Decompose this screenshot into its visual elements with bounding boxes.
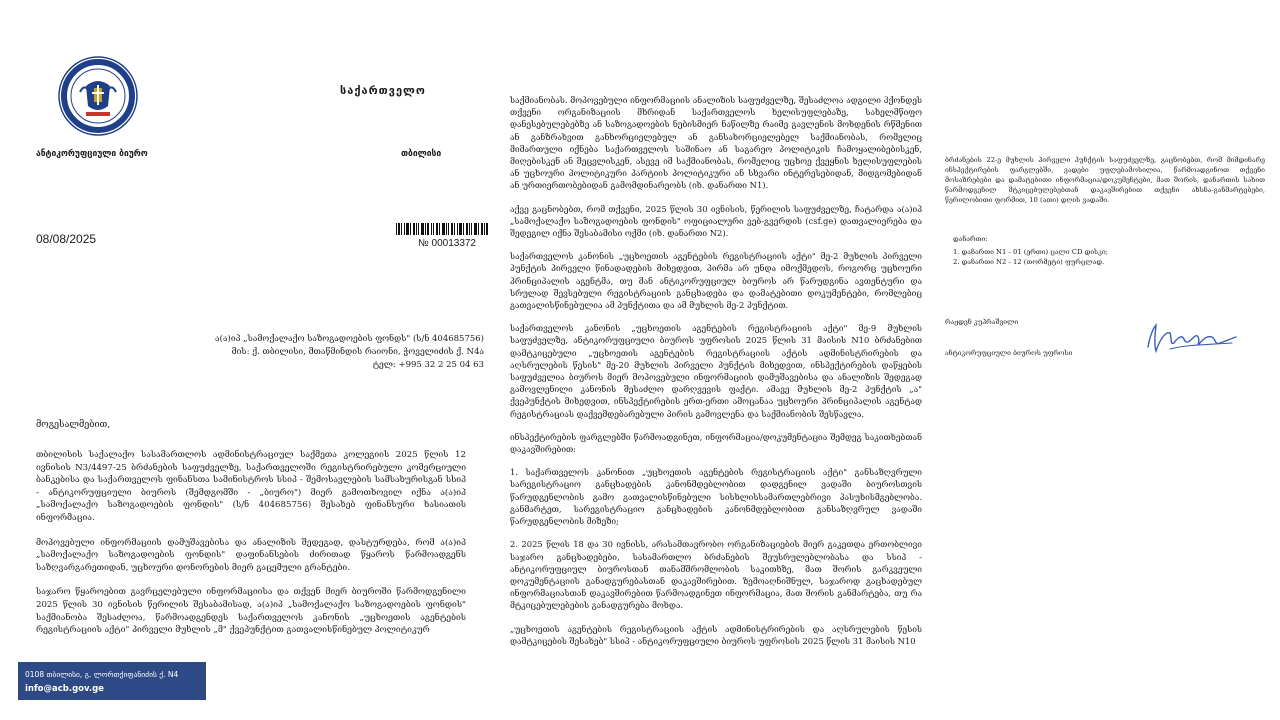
addressee-name: ა(ა)იპ „სამოქალაქო საზოგადოების ფონდს" (ს/ნ 404685756) — [215, 334, 484, 344]
list-item: 2. დანართი N2 - 12 (თორმეტი) ფურცლად. — [953, 258, 1105, 266]
paragraph: 2. 2025 წლის 18 და 30 ივნისს, არასამთავრობო ორგანიზაციების მიერ გაკეთდა ერთობლივი საჯარო განცხადებები, სასამართლო ბრძანების შეუსრულებლობასა და სსიპ - ანტიკორუფციულ ბიუროსთან თანამშრომლობის საკითხზე, მათ შორის გარკვეული დოკუმენტაციის განადგურებასთან დაკავშირებით. ზემოაღნიშნულ, საჯაროდ გაცხადებულ ინფორმაციასთან დაკავშირებით წარმოადგინეთ ინფორმაცია, მათ შორის განმარტება, თუ რა მტკიცებულებების განადგურება მოხდა. — [510, 539, 922, 611]
barcode-image — [396, 223, 488, 235]
letter-body-page-2 — [510, 94, 922, 658]
country-heading: საქართველო — [340, 84, 426, 97]
list-item: 1. დანართი N1 - 01 (ერთი) ცალი CD დისკი; — [953, 248, 1108, 256]
letter-body-page-1 — [36, 449, 466, 649]
paragraph: მოპოვებული ინფორმაციის დამუშავებისა და ანალიზის შედეგად, დასტურდება, რომ ა(ა)იპ „სამოქალაქო საზოგადოების ფონდის" დაფინანსების ძირითად წყაროს წარმოადგენს საზღვარგარეთიდან, უცხოური დონორების მიერ გაცემული გრანტები. — [36, 537, 466, 573]
paragraph: საქართველოს კანონის „უცხოეთის აგენტების რეგისტრაციის აქტი" მე-2 მუხლის პირველი პუნქტის პირველი წინადადების მიხედვით, პირმა არ უნდა იმოქმედოს, როგორც უცხოური პრინციპალის აგენტმა, თუ მან ანტიკორუფციულ ბიუროს არ წარუდგინა ავთენტური და სრულად შევსებული რეგისტრაციის განცხადება და დამატებითი დოკუმენტები, რომლებიც გათვალისწინებულია ამ პუნქტითა და ამ მუხლის მე-2 პუნქტით. — [510, 251, 922, 311]
footer-contact-bar — [18, 662, 206, 700]
greeting: მოგესალმებით, — [36, 420, 111, 430]
letter-body-page-3: ბრძანების 22-ე მუხლის პირველი პუნქტის საფუძველზე, გაცნობებთ, რომ მიმდინარე ინსპექტირების ფარგლებში, ვადები უფლებამოსილია, წარმოადგინოთ თქვენი მოსაზრებები და დამატებითი ინფორმაცია/დოკუმენტები, მათ შორის, დანართის სახით წარმოდგენილ მტკიცებულებებთან დაკავშირებით თქვენი ახსნა-განმარტებები, წერილობითი ფორმით, 10 (ათი) დღის ვადაში. — [945, 156, 1265, 204]
bureau-seal-logo — [58, 56, 138, 136]
paragraph: აქვე გაცნობებთ, რომ თქვენი, 2025 წლის 30 ივნისის, წერილის საფუძველზე, ჩატარდა ა(ა)იპ „სამოქალაქო საზოგადოების ფონდის" ოფიციალური ვებ-გვერდის (csf.ge) დათვალიერება და შედეგილ იქნა შესაბამისი ოქმი (იხ. დანართი N2). — [510, 203, 922, 239]
addressee-phone: ტელ: +995 32 2 25 04 63 — [372, 360, 484, 370]
addressee-address: მის: ქ. თბილისი, მთაწმინდის რაიონი, ჭოველიძის ქ. N4ა — [231, 347, 484, 357]
attachments-label: დანართი: — [953, 235, 988, 243]
footer-email-link[interactable]: info@acb.gov.ge — [25, 684, 104, 694]
document-page-1 — [0, 0, 490, 720]
paragraph: საქართველოს კანონის „უცხოეთის აგენტების რეგისტრაციის აქტი" მე-9 მუხლის საფუძველზე, ანტიკორუფციული ბიუროს უფროსის 2025 წლის 31 მაისის N10 ბრძანებით დამტკიცებული „უცხოეთის აგენტების რეგისტრაციის აქტის ადმინისტრირების და აღსრულების წესის" მე-20 მუხლის პირველი პუნქტის მიხედვით, ინსპექტირების დაწყების საფუძველია ბიუროს მიერ მოპოვებული ინფორმაციის დამუშავებისა და ანალიზის შედეგად გამოვლენილი კანონის შესაძლო დარღვევის ფაქტი. ამავე მუხლის მე-2 პუნქტის „ა" ქვეპუნქტის მიხედვით, ინსპექტირების ერთ-ერთი ამოცანაა უცხოური პრინციპალის აგენტად რეგისტრაციას დაქვემდებარებული პირის გამოვლენა და საქმიანობის შესწავლა. — [510, 323, 922, 419]
paragraph: თბილისის საქალაქო სასამართლოს ადმინისტრაციულ საქმეთა კოლეგიის 2025 წლის 12 ივნისის N3/4497-25 ბრძანების საფუძველზე, საქართველოში რეგისტრირებული კომერციული ბანკებისა და საქართველოს ფინანსთა სამინისტროს სსიპ - შემოსავლების სამსახურისგან სსიპ - ანტიკორუფციული ბიუროს (შემდგომში - „ბიურო") მიერ გამოთხოვილ იქნა ა(ა)იპ „სამოქალაქო საზოგადოების ფონდის" (ს/ნ 404685756) შესახებ ფინანსური ხასიათის ინფორმაცია. — [36, 450, 466, 523]
signer-name: რაჟდენ კუპრაშვილი — [945, 318, 1019, 326]
paragraph: „უცხოეთის აგენტების რეგისტრაციის აქტის ადმინისტრირების და აღსრულების წესის დამტკიცების შესახებ" სსიპ - ანტიკორუფციული ბიუროს უფროსის 2025 წლის 31 მაისის N10 — [510, 623, 922, 646]
footer-address: 0108 თბილისი, გ. ლორთქიფანიძის ქ. N4 — [25, 670, 179, 679]
letter-date: 08/08/2025 — [36, 232, 97, 246]
paragraph: ინსპექტირების ფარგლებში წარმოადგინეთ, ინფორმაცია/დოკუმენტაცია შემდეგ საკითხებთან დაკავშირებით: — [510, 431, 922, 455]
document-page-3 — [935, 0, 1280, 720]
paragraph: საქმიანობას. მოპოვებული ინფორმაციის ანალიზის საფუძველზე, შესაძლოა ადგილი ჰქონდეს თქვენი ორგანიზაციის მხრიდან საქართველოს ხელისუფლებაზე, სახელმწიფო დანესებულებებზე ან საზოგადოების ნებისმიერ ნაწილზე რაიმე გავლენის მოხდენის რწმენით ან განზრახვით განხორციელებულ ან განსახორციელებელ საქმიანობას, რომელიც მიმართული იქნება საქართველოს საშინაო ან საგარეო პოლიტიკის ჩამოყალიბებისკენ, მიღებისკენ ან შეცვლისკენ, ასევე იმ საქმიანობას, რომელიც უცხოე ქვეყნის ხელისუფლების ან უცხოური პოლიტიკური პარტიის პოლიტიკური ან სხვარი ინტერესებიდან, მიდგომებიდან ან ურთიერთობებიდან გამომდინარეობს (იხ. დანართი N1). — [510, 95, 922, 191]
city-heading: თბილისი — [401, 149, 442, 159]
bureau-heading: ანტიკორუფციული ბიურო — [36, 149, 148, 159]
signer-position: ანტიკორუფციული ბიუროს უფროსი — [945, 349, 1073, 357]
attachments-list — [953, 247, 1108, 267]
paragraph: 1. საქართველოს კანონით „უცხოეთის აგენტების რეგისტრაციის აქტი" განსაზღვრული სარეგისტრაციო განცხადების კანონმდებლობით დადგენილ ვადაში ბიუროსთვის წარუდგენლობის გამო გათვალისწინებული სისხლისსამართლებრივი პასუხისმგებლობა. განმარტეთ, სარეგისტრაციო განცხადების კანონმდებლობით განსაზღვრულ ვადაში წარუდგენლობის მიზეზი; — [510, 467, 922, 527]
paragraph: საჯარო წყაროებით გავრცელებული ინფორმაციისა და თქვენ მიერ ბიუროში წარმოდგენილი 2025 წლის 30 ივნისის წერილის შესაბამისად, ა(ა)იპ „სამოქალაქო საზოგადოების ფონდის" საქმიანობა შესაძლოა, წარმოადგენდეს საქართველოს კანონის „უცხოეთის აგენტების რეგისტრაციის აქტი" პირველი მუხლის „მ" ქვეპუნქტით გათვალისწინებულ პოლიტიკურ — [36, 587, 466, 636]
document-page-2 — [490, 0, 935, 720]
handwritten-signature — [1140, 315, 1240, 360]
registration-number: № 00013372 — [418, 238, 476, 249]
addressee-block — [184, 333, 484, 372]
